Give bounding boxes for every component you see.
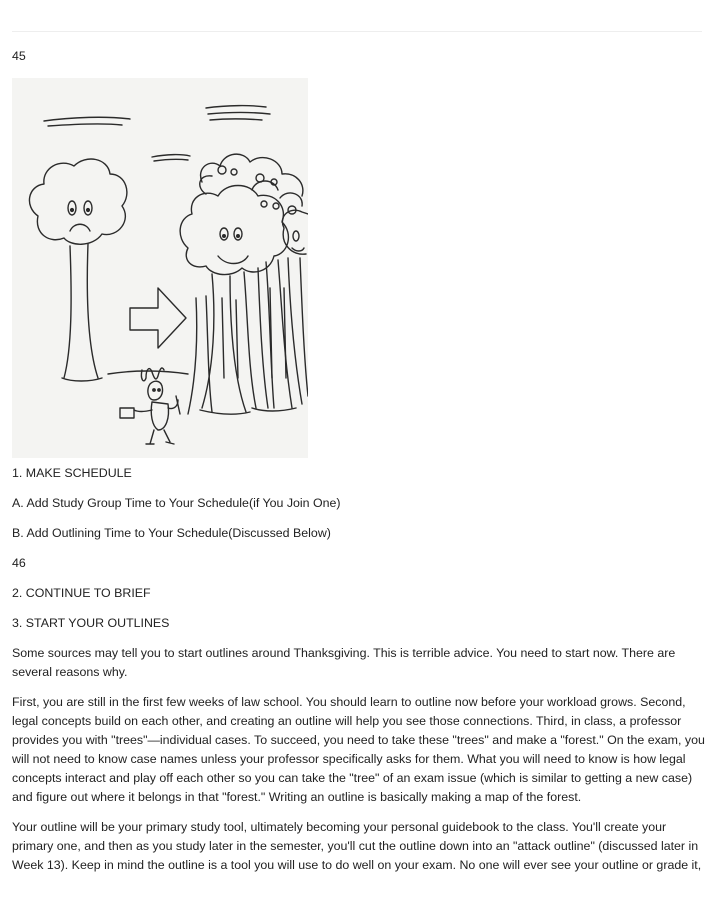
trees-to-forest-illustration bbox=[12, 78, 308, 458]
heading-start-outlines: 3. START YOUR OUTLINES bbox=[12, 616, 170, 630]
paragraph-primary-study-tool: Your outline will be your primary study tool, ultimately becoming your personal guidebook to the class. You'll create your primary one, and then as you study later in the semester, you'll cut the outline down into an "attack outline" (discussed later in Week 13). Keep in mind the outline is a tool you will use to do well on your exam. No one will ever see your outline or grade it, bbox=[12, 820, 702, 872]
heading-make-schedule: 1. MAKE SCHEDULE bbox=[12, 466, 132, 480]
document-body bbox=[12, 47, 706, 886]
paragraph-thanksgiving-advice: Some sources may tell you to start outlines around Thanksgiving. This is terrible advice. You need to start now. There are several reasons why. bbox=[12, 646, 676, 679]
heading-continue-to-brief: 2. CONTINUE TO BRIEF bbox=[12, 586, 151, 600]
page-number-45: 45 bbox=[12, 49, 26, 63]
page-number-46: 46 bbox=[12, 556, 26, 570]
trees-to-forest-drawing-icon bbox=[12, 78, 308, 458]
paragraph-reasons: First, you are still in the first few weeks of law school. You should learn to outline now before your workload grows. Second, legal concepts build on each other, and creating an outline will help you see those connections. Third, in class, a professor provides you with "trees"—individual cases. To succeed, you need to take these "trees" and make a "forest." On the exam, you will not need to know case names unless your professor specifically asks for them. What you will need to know is how legal concepts interact and play off each other so you can take the "tree" of an exam issue (which is similar to getting a new case) and figure out where it belongs in that "forest." Writing an outline is basically making a map of the forest. bbox=[12, 695, 705, 804]
heading-outlining-time: B. Add Outlining Time to Your Schedule(Discussed Below) bbox=[12, 526, 331, 540]
heading-study-group-time: A. Add Study Group Time to Your Schedule(if You Join One) bbox=[12, 496, 341, 510]
top-divider bbox=[12, 31, 702, 32]
